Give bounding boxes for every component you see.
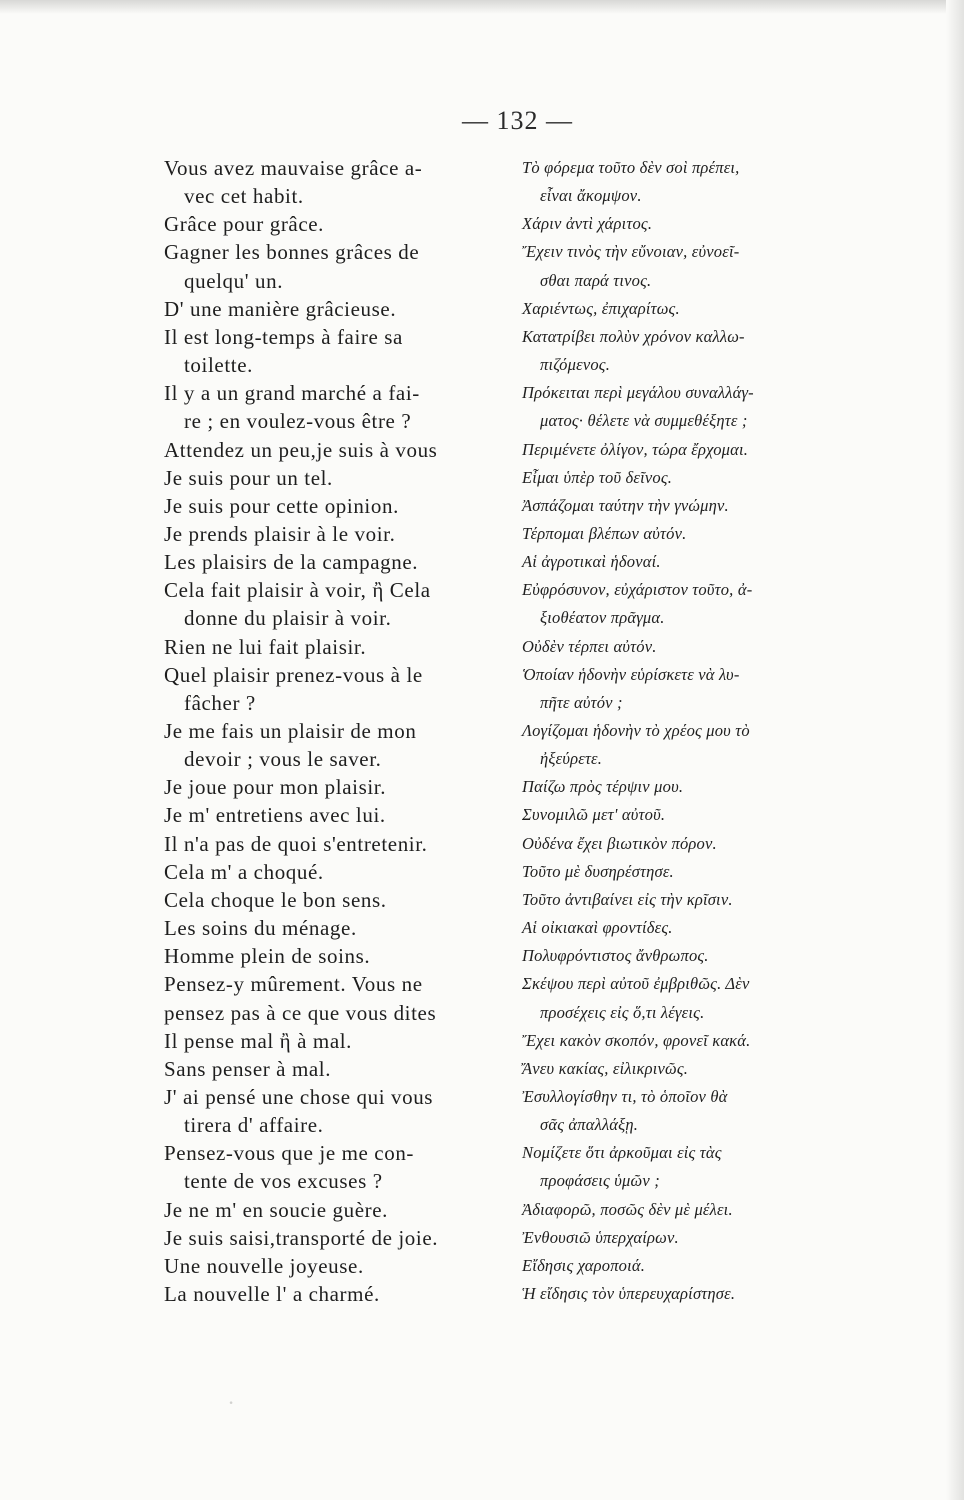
phrase-row — [0, 409, 964, 433]
french-phrase: Je me fais un plaisir de mon — [164, 719, 417, 743]
french-phrase: re ; en voulez-vous être ? — [184, 409, 412, 434]
french-phrase: Je suis pour un tel. — [164, 465, 333, 490]
french-phrase: Les soins du ménage. — [164, 916, 357, 941]
greek-translation: ξιοθέατον πρᾶγμα. — [540, 608, 665, 628]
french-phrase: Gagner les bonnes grâces de — [164, 240, 420, 265]
french-phrase: Une nouvelle joyeuse. — [164, 1253, 364, 1278]
phrase-row — [0, 297, 964, 321]
french-phrase: J' ai pensé une chose qui vous — [164, 1084, 434, 1109]
greek-translation: Τοῦτο μὲ δυσηρέστησε. — [522, 861, 674, 881]
greek-translation: Ἄνευ κακίας, εἰλικρινῶς. — [522, 1058, 689, 1078]
french-phrase: Sans penser à mal. — [164, 1056, 332, 1081]
phrase-row — [0, 1029, 964, 1053]
greek-translation: Ἀσπάζομαι ταύτην τὴν γνώμην. — [522, 495, 729, 515]
french-phrase: Homme plein de soins. — [164, 944, 371, 969]
phrase-row — [0, 550, 964, 574]
phrase-row — [0, 1113, 964, 1137]
phrase-row — [0, 916, 964, 940]
phrase-row — [0, 803, 964, 827]
greek-translation: Χαριέντως, ἐπιχαρίτως. — [522, 298, 680, 318]
page-number: — 132 — — [462, 106, 573, 135]
french-phrase: Pensez-y mûrement. Vous ne — [164, 972, 423, 997]
phrase-row — [0, 466, 964, 490]
greek-translation: Νομίζετε ὅτι ἀρκοῦμαι εἰς τὰς — [522, 1143, 722, 1163]
french-phrase: La nouvelle l' a charmé. — [164, 1282, 380, 1306]
phrase-row — [0, 156, 964, 180]
french-phrase: Grâce pour grâce. — [164, 212, 325, 237]
french-phrase: donne du plaisir à voir. — [184, 606, 392, 631]
french-phrase: Je ne m' en soucie guère. — [164, 1197, 389, 1222]
french-phrase: Rien ne lui fait plaisir. — [164, 634, 367, 659]
french-phrase: Vous avez mauvaise grâce a- — [164, 156, 423, 180]
french-phrase: Cela m' a choqué. — [164, 859, 324, 884]
phrase-row — [0, 719, 964, 743]
greek-translation: Οὐδένα ἔχει βιωτικὸν πόρον. — [522, 833, 717, 853]
greek-translation: σθαι παρά τινος. — [540, 270, 652, 290]
greek-translation: Λογίζομαι ἡδονὴν τὸ χρέος μου τὸ — [522, 721, 750, 740]
french-phrase: Attendez un peu,je suis à vous — [164, 437, 438, 462]
greek-translation: Εὐφρόσυνον, εὐχάριστον τοῦτο, ἀ- — [522, 580, 753, 600]
greek-translation: προφάσεις ὑμῶν ; — [540, 1171, 660, 1191]
greek-translation: Περιμένετε ὀλίγον, τώρα ἔρχομαι. — [522, 439, 749, 459]
greek-translation: Σκέψου περὶ αὐτοῦ ἐμβριθῶς. Δὲν — [522, 974, 750, 994]
greek-translation: Ἔχειν τινὸς τὴν εὔνοιαν, εὐνοεῖ- — [522, 242, 740, 262]
greek-translation: Εἶμαι ὑπὲρ τοῦ δεῖνος. — [522, 467, 673, 487]
phrase-row — [0, 832, 964, 856]
greek-translation: Ἐσυλλογίσθην τι, τὸ ὁποῖον θὰ — [522, 1086, 728, 1106]
phrase-row — [0, 353, 964, 377]
french-phrase: toilette. — [184, 353, 253, 378]
phrase-row — [0, 888, 964, 912]
greek-translation: Ὁποίαν ἡδονὴν εὑρίσκετε νὰ λυ- — [522, 664, 740, 684]
greek-translation: Ἐνθουσιῶ ὑπερχαίρων. — [522, 1227, 679, 1247]
french-phrase: Il pense mal ἢ à mal. — [164, 1028, 353, 1053]
french-phrase: Je suis pour cette opinion. — [164, 493, 399, 518]
greek-translation: πιζόμενος. — [540, 355, 611, 375]
french-phrase: tirera d' affaire. — [184, 1113, 324, 1138]
french-phrase: Je prends plaisir à le voir. — [164, 521, 396, 546]
greek-translation: Τὸ φόρεμα τοῦτο δὲν σοὶ πρέπει, — [522, 158, 740, 177]
greek-translation: Παίζω πρὸς τέρψιν μου. — [522, 777, 684, 797]
phrase-row — [0, 1282, 964, 1306]
phrase-row — [0, 522, 964, 546]
greek-translation: ἠξεύρετε. — [540, 749, 603, 769]
greek-translation: Αἱ οἰκιακαὶ φροντίδες. — [522, 918, 673, 938]
french-phrase: Je joue pour mon plaisir. — [164, 775, 387, 800]
french-phrase: Cela fait plaisir à voir, ἢ Cela — [164, 578, 431, 603]
greek-translation: Χάριν ἀντὶ χάριτος. — [522, 214, 653, 234]
greek-translation: Πολυφρόντιστος ἄνθρωπος. — [522, 946, 709, 966]
french-phrase: Il n'a pas de quoi s'entretenir. — [164, 831, 428, 856]
greek-translation: προσέχεις εἰς ὅ,τι λέγεις. — [540, 1002, 705, 1022]
french-phrase: Quel plaisir prenez-vous à le — [164, 662, 423, 687]
french-phrase: Il y a un grand marché a fai- — [164, 381, 420, 406]
phrase-row — [0, 635, 964, 659]
phrase-row — [0, 663, 964, 687]
phrase-row — [0, 775, 964, 799]
french-phrase: devoir ; vous le saver. — [184, 747, 382, 772]
phrase-row — [0, 972, 964, 996]
phrase-row — [0, 1085, 964, 1109]
phrase-row — [0, 184, 964, 208]
french-phrase: vec cet habit. — [184, 184, 304, 209]
phrase-row — [0, 381, 964, 405]
phrase-row — [0, 269, 964, 293]
french-phrase: Je suis saisi,transporté de joie. — [164, 1225, 439, 1250]
greek-translation: Οὐδὲν τέρπει αὐτόν. — [522, 636, 657, 656]
french-phrase: pensez pas à ce que vous dites — [164, 1000, 437, 1025]
ink-smudge: · — [228, 1390, 234, 1415]
greek-translation: εἶναι ἄκομψον. — [540, 186, 642, 206]
phrase-row — [0, 1057, 964, 1081]
phrase-row — [0, 1001, 964, 1025]
phrase-row — [0, 240, 964, 264]
phrase-row — [0, 494, 964, 518]
phrase-row — [0, 606, 964, 630]
phrase-row — [0, 1254, 964, 1278]
french-phrase: Les plaisirs de la campagne. — [164, 550, 419, 575]
phrase-row — [0, 578, 964, 602]
french-phrase: fâcher ? — [184, 690, 256, 715]
greek-translation: Πρόκειται περὶ μεγάλου συναλλάγ- — [522, 383, 754, 403]
greek-translation: Ἔχει κακὸν σκοπόν, φρονεῖ κακά. — [522, 1030, 751, 1050]
phrase-row — [0, 1169, 964, 1193]
phrase-row — [0, 1226, 964, 1250]
greek-translation: πῆτε αὐτόν ; — [540, 692, 623, 712]
phrase-row — [0, 1141, 964, 1165]
french-phrase: Je m' entretiens avec lui. — [164, 803, 386, 828]
greek-translation: Συνομιλῶ μετ' αὐτοῦ. — [522, 805, 666, 825]
phrase-row — [0, 438, 964, 462]
greek-translation: σᾶς ἀπαλλάξῃ. — [540, 1115, 639, 1135]
phrase-row — [0, 747, 964, 771]
greek-translation: Ἡ εἴδησις τὸν ὑπερευχαρίστησε. — [522, 1284, 736, 1303]
french-phrase: Cela choque le bon sens. — [164, 887, 387, 912]
greek-translation: Κατατρίβει πολὺν χρόνον καλλω- — [522, 326, 745, 346]
phrase-row — [0, 1198, 964, 1222]
phrase-row — [0, 325, 964, 349]
french-phrase: quelqu' un. — [184, 268, 284, 293]
french-phrase: Pensez-vous que je me con- — [164, 1141, 415, 1166]
greek-translation: Εἴδησις χαροποιά. — [522, 1255, 646, 1275]
greek-translation: Αἱ ἀγροτικαὶ ἡδοναί. — [522, 552, 661, 572]
phrase-row — [0, 944, 964, 968]
greek-translation: Ἀδιαφορῶ, ποσῶς δὲν μὲ μέλει. — [522, 1199, 733, 1219]
phrase-row — [0, 691, 964, 715]
greek-translation: Τοῦτο ἀντιβαίνει εἰς τὴν κρῖσιν. — [522, 889, 733, 909]
french-phrase: tente de vos excuses ? — [184, 1169, 383, 1194]
phrase-row — [0, 212, 964, 236]
french-phrase: Il est long-temps à faire sa — [164, 324, 403, 349]
greek-translation: Τέρπομαι βλέπων αὐτόν. — [522, 523, 687, 543]
phrase-row — [0, 860, 964, 884]
greek-translation: ματος· θέλετε νὰ συμμεθέξητε ; — [540, 411, 748, 431]
french-phrase: D' une manière grâcieuse. — [164, 296, 397, 321]
